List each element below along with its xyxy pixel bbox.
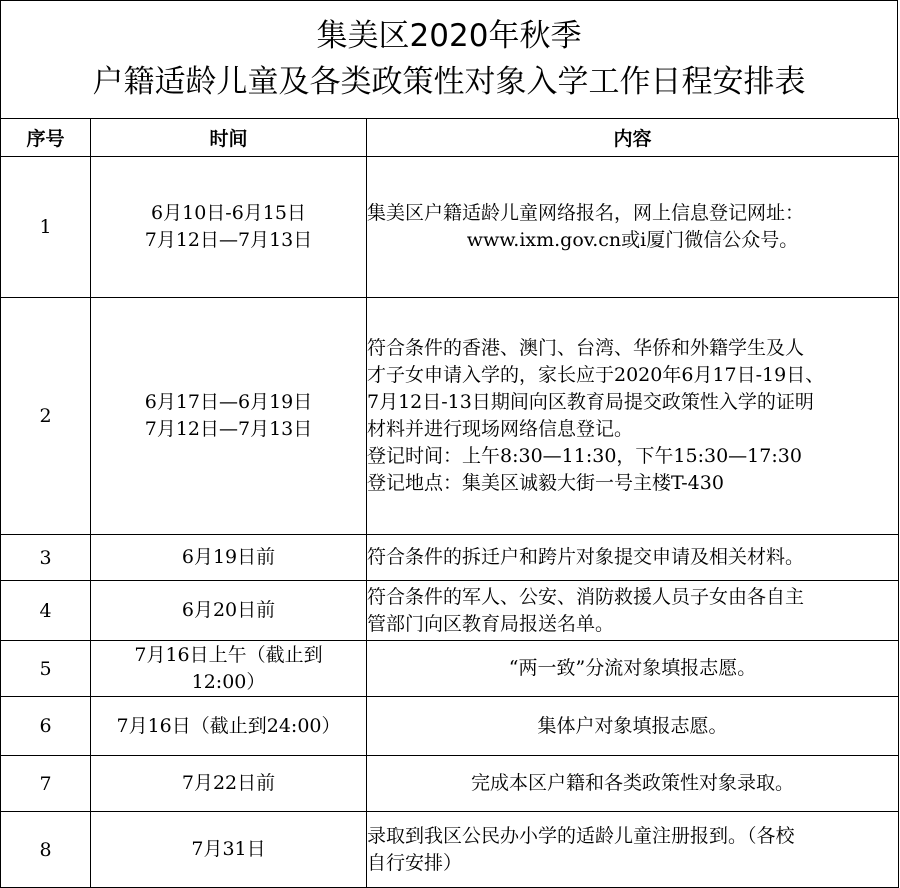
row-index: 4 <box>1 581 91 641</box>
title-line-2: 户籍适龄儿童及各类政策性对象入学工作日程安排表 <box>92 64 806 100</box>
table-row <box>1 812 899 888</box>
time-line: 6月10日-6月15日 <box>151 202 306 224</box>
content-line: 登记地点：集美区诚毅大街一号主楼T-430 <box>367 472 724 494</box>
row-content <box>367 697 899 756</box>
table-row <box>1 581 899 641</box>
time-line: 7月22日前 <box>181 772 276 794</box>
content-line: “两一致”分流对象填报志愿。 <box>508 657 757 679</box>
row-index: 6 <box>1 697 91 756</box>
row-content <box>367 812 899 888</box>
time-line: 6月20日前 <box>181 599 276 621</box>
content-line: 自行安排） <box>367 851 463 874</box>
row-time <box>91 697 367 756</box>
header-content: 内容 <box>367 119 899 157</box>
row-index: 7 <box>1 756 91 812</box>
table-row <box>1 697 899 756</box>
time-line: 6月17日—6月19日 <box>144 391 313 413</box>
row-content <box>367 535 899 581</box>
row-index: 2 <box>1 298 91 535</box>
content-line: 录取到我区公民办小学的适龄儿童注册报到。（各校 <box>367 824 795 847</box>
row-time <box>91 298 367 535</box>
row-index: 3 <box>1 535 91 581</box>
row-index: 1 <box>1 157 91 298</box>
row-time <box>91 756 367 812</box>
row-time <box>91 812 367 888</box>
content-line: 完成本区户籍和各类政策性对象录取。 <box>470 772 794 794</box>
content-line: 管部门向区教育局报送名单。 <box>367 612 615 635</box>
row-index: 5 <box>1 641 91 697</box>
content-line: 登记时间：上午8:30—11:30，下午15:30—17:30 <box>367 445 802 467</box>
time-line: 7月31日 <box>191 838 266 860</box>
table-row <box>1 157 899 298</box>
content-line: 集体户对象填报志愿。 <box>537 714 728 737</box>
row-time <box>91 581 367 641</box>
time-line: 12:00） <box>191 670 266 693</box>
time-line: 7月12日—7月13日 <box>144 418 313 440</box>
content-line: 符合条件的拆迁户和跨片对象提交申请及相关材料。 <box>367 546 805 568</box>
title-line-1: 集美区2020年秋季 <box>316 18 582 54</box>
table-row <box>1 641 899 697</box>
header-time: 时间 <box>91 119 367 157</box>
table-row <box>1 535 899 581</box>
time-line: 7月16日上午（截止到 <box>134 643 323 666</box>
row-time <box>91 535 367 581</box>
content-line: 集美区户籍适龄儿童网络报名，网上信息登记网址： <box>367 202 805 224</box>
row-content <box>367 641 899 697</box>
table-row <box>1 298 899 535</box>
table-row <box>1 756 899 812</box>
content-line: 符合条件的军人、公安、消防救援人员子女由各自主 <box>367 585 805 608</box>
content-line: 材料并进行现场网络信息登记。 <box>367 418 634 440</box>
row-time <box>91 157 367 298</box>
header-index: 序号 <box>1 119 91 157</box>
content-line: 符合条件的香港、澳门、台湾、华侨和外籍学生及人 <box>367 337 805 359</box>
time-line: 7月16日（截止到24:00） <box>116 714 341 737</box>
row-content <box>367 157 899 298</box>
content-line: 才子女申请入学的，家长应于2020年6月17日-19日、 <box>367 364 825 386</box>
title-block <box>0 0 898 118</box>
row-time <box>91 641 367 697</box>
time-line: 6月19日前 <box>181 546 276 568</box>
content-line: 7月12日-13日期间向区教育局提交政策性入学的证明 <box>367 391 814 413</box>
row-content <box>367 756 899 812</box>
time-line: 7月12日—7月13日 <box>144 229 313 251</box>
row-content <box>367 581 899 641</box>
header-row <box>1 119 899 157</box>
row-index: 8 <box>1 812 91 888</box>
row-content <box>367 298 899 535</box>
content-line: www.ixm.gov.cn或i厦门微信公众号。 <box>466 229 799 251</box>
schedule-table <box>0 118 899 888</box>
